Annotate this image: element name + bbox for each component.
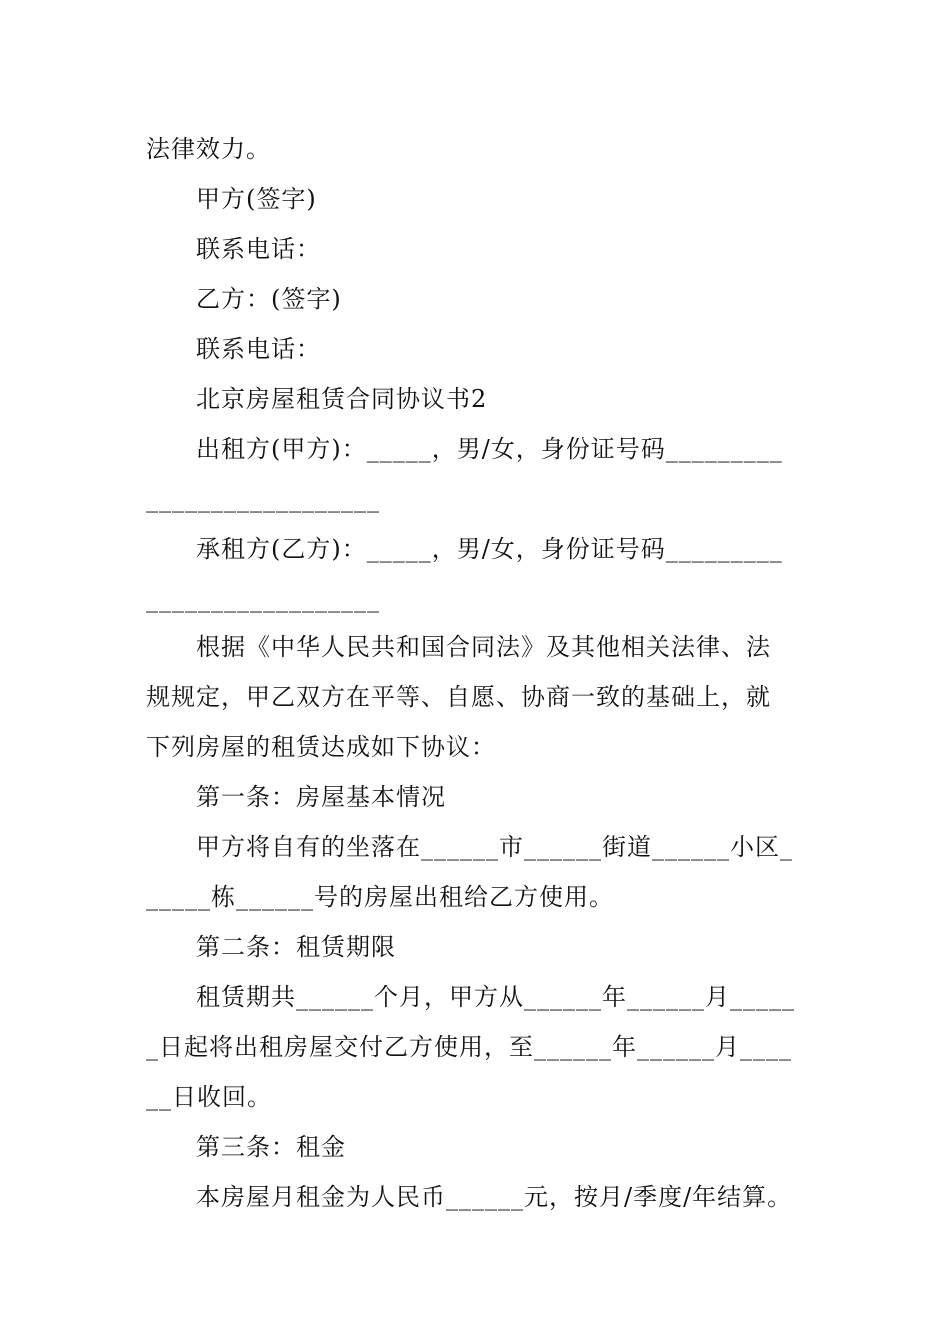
text-line: 乙方：(签字): [196, 285, 342, 313]
text-line: 承租方(乙方)：_____，男/女，身份证号码_________: [196, 535, 783, 563]
text-line: 规规定，甲乙双方在平等、自愿、协商一致的基础上，就: [146, 683, 771, 711]
text-line: _日起将出租房屋交付乙方使用，至______年______月____: [146, 1033, 792, 1061]
text-line: 根据《中华人民共和国合同法》及其他相关法律、法: [196, 633, 771, 661]
text-line: __________________: [146, 585, 380, 613]
text-line: 法律效力。: [146, 135, 271, 163]
text-line: 联系电话：: [196, 235, 321, 263]
text-line: 出租方(甲方)：_____，男/女，身份证号码_________: [196, 435, 783, 463]
text-line: 甲方(签字): [196, 185, 317, 213]
text-line: 甲方将自有的坐落在______市______街道______小区_: [196, 833, 793, 861]
text-line: __________________: [146, 485, 380, 513]
text-line: 本房屋月租金为人民币______元，按月/季度/年结算。: [196, 1183, 793, 1211]
article-heading: 第三条：租金: [196, 1133, 346, 1161]
article-heading: 第二条：租赁期限: [196, 933, 396, 961]
text-line: __日收回。: [146, 1083, 272, 1111]
text-line: 联系电话：: [196, 335, 321, 363]
section-title: 北京房屋租赁合同协议书2: [196, 385, 488, 413]
text-line: _____栋______号的房屋出租给乙方使用。: [146, 883, 614, 911]
text-line: 租赁期共______个月，甲方从______年______月_____: [196, 983, 795, 1011]
article-heading: 第一条：房屋基本情况: [196, 783, 446, 811]
text-line: 下列房屋的租赁达成如下协议：: [146, 733, 496, 761]
